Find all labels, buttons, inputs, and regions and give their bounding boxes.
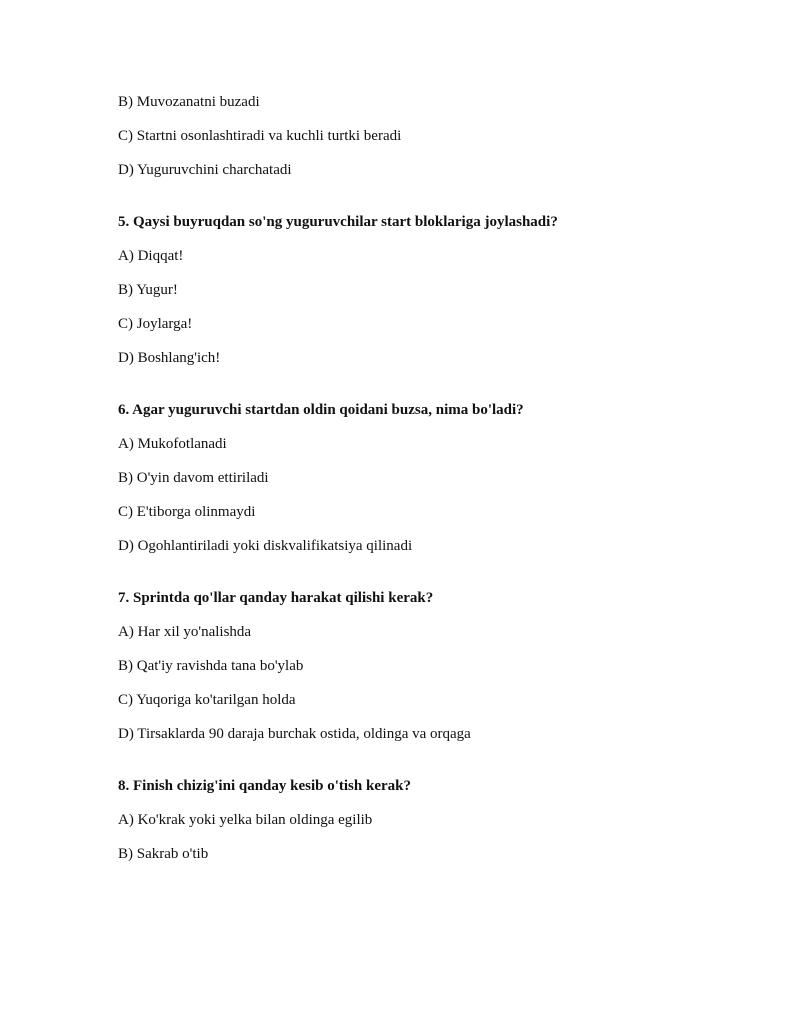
option-c: C) Joylarga! bbox=[118, 316, 193, 332]
option-b: B) O'yin davom ettiriladi bbox=[118, 470, 269, 486]
option-c: C) E'tiborga olinmaydi bbox=[118, 504, 256, 520]
question-6 bbox=[118, 400, 738, 556]
question-text: 5. Qaysi buyruqdan so'ng yuguruvchilar start bloklariga joylashadi? bbox=[118, 214, 558, 230]
question-text: 6. Agar yuguruvchi startdan oldin qoidani buzsa, nima bo'ladi? bbox=[118, 402, 524, 418]
option-a: A) Diqqat! bbox=[118, 248, 184, 264]
option-a: A) Mukofotlanadi bbox=[118, 436, 227, 452]
document-page bbox=[118, 92, 738, 878]
option-b: B) Yugur! bbox=[118, 282, 178, 298]
question-7 bbox=[118, 588, 738, 744]
question-text: 7. Sprintda qo'llar qanday harakat qilishi kerak? bbox=[118, 590, 434, 606]
question-8 bbox=[118, 776, 738, 864]
question-text: 8. Finish chizig'ini qanday kesib o'tish kerak? bbox=[118, 778, 411, 794]
option-d: D) Yuguruvchini charchatadi bbox=[118, 162, 292, 178]
previous-question-options bbox=[118, 92, 738, 180]
option-d: D) Ogohlantiriladi yoki diskvalifikatsiya qilinadi bbox=[118, 538, 413, 554]
option-b: B) Muvozanatni buzadi bbox=[118, 94, 260, 110]
option-d: D) Tirsaklarda 90 daraja burchak ostida, oldinga va orqaga bbox=[118, 726, 471, 742]
option-a: A) Ko'krak yoki yelka bilan oldinga egilib bbox=[118, 812, 373, 828]
option-a: A) Har xil yo'nalishda bbox=[118, 624, 252, 640]
option-b: B) Sakrab o'tib bbox=[118, 846, 209, 862]
option-d: D) Boshlang'ich! bbox=[118, 350, 221, 366]
option-c: C) Yuqoriga ko'tarilgan holda bbox=[118, 692, 296, 708]
option-c: C) Startni osonlashtiradi va kuchli turtki beradi bbox=[118, 128, 402, 144]
question-5 bbox=[118, 212, 738, 368]
option-b: B) Qat'iy ravishda tana bo'ylab bbox=[118, 658, 304, 674]
